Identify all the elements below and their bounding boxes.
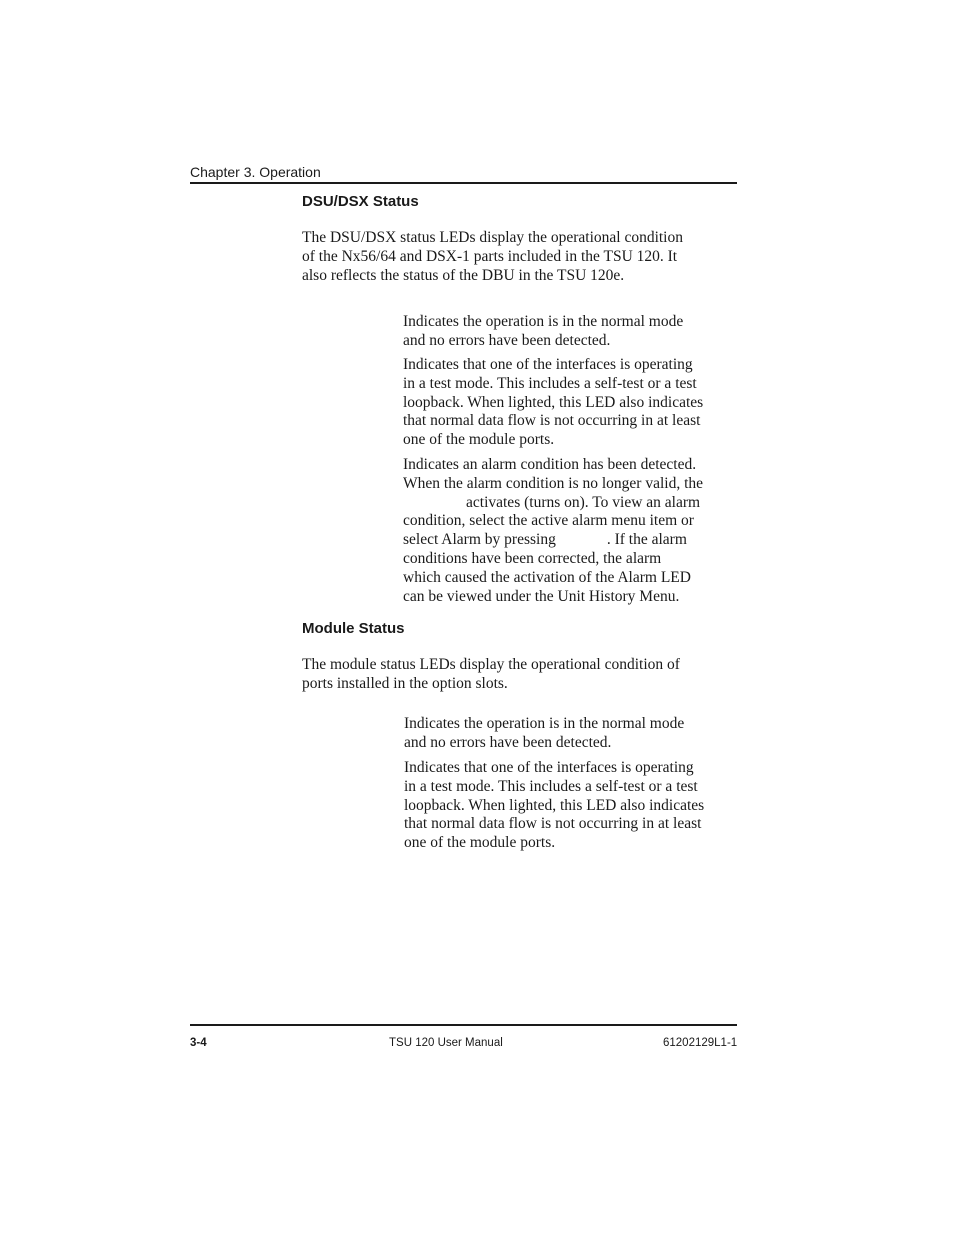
part-number: 61202129L1-1 <box>663 1037 738 1049</box>
text-line: one of the module ports. <box>403 431 555 449</box>
text-line: activates (turns on). To view an alarm <box>466 493 701 511</box>
text-line: of the Nx56/64 and DSX-1 parts included in the TSU 120. It <box>302 247 678 265</box>
text-line: select Alarm by pressing <box>403 531 556 549</box>
module-intro-paragraph <box>302 656 738 694</box>
text-line: can be viewed under the Unit History Menu. <box>403 587 680 605</box>
dsu-normal-description <box>403 313 739 351</box>
text-line: Indicates that one of the interfaces is operating <box>403 356 693 373</box>
text-line: ports installed in the option slots. <box>302 674 508 692</box>
text-line: Indicates that one of the interfaces is operating <box>404 759 694 776</box>
text-line: one of the module ports. <box>404 834 556 852</box>
running-head: Chapter 3. Operation <box>190 164 321 180</box>
module-test-description <box>404 759 740 853</box>
text-line: Indicates an alarm condition has been detected. <box>403 456 697 473</box>
footer-rule <box>190 1024 737 1026</box>
text-line: that normal data flow is not occurring in at least <box>404 815 702 833</box>
text-line: and no errors have been detected. <box>403 331 611 349</box>
text-line: Indicates the operation is in the normal mode <box>403 313 684 330</box>
text-line: in a test mode. This includes a self-test or a test <box>403 374 697 392</box>
text-line: condition, select the active alarm menu item or <box>403 512 694 530</box>
dsu-intro-paragraph <box>302 229 738 285</box>
section-heading-dsu-dsx-status: DSU/DSX Status <box>302 193 419 210</box>
text-line: also reflects the status of the DBU in the TSU 120e. <box>302 266 625 284</box>
text-line: . If the alarm <box>606 531 687 549</box>
dsu-alarm-description <box>403 456 739 606</box>
text-line: The module status LEDs display the operational condition of <box>302 656 680 673</box>
section-heading-module-status: Module Status <box>302 620 405 637</box>
dsu-test-description <box>403 356 739 450</box>
text-line: loopback. When lighted, this LED also indicates <box>403 393 704 411</box>
text-line: conditions have been corrected, the alarm <box>403 549 662 567</box>
text-line: Indicates the operation is in the normal mode <box>404 715 685 732</box>
page-number: 3-4 <box>190 1037 207 1049</box>
text-line: which caused the activation of the Alarm LED <box>403 568 691 586</box>
header-rule <box>190 182 737 184</box>
text-line: When the alarm condition is no longer valid, the <box>403 474 704 492</box>
module-normal-description <box>404 715 740 753</box>
manual-title: TSU 120 User Manual <box>389 1037 503 1049</box>
text-line: in a test mode. This includes a self-test or a test <box>404 777 698 795</box>
text-line: and no errors have been detected. <box>404 733 612 751</box>
text-line: that normal data flow is not occurring in at least <box>403 412 701 430</box>
text-line: loopback. When lighted, this LED also indicates <box>404 796 705 814</box>
text-line: The DSU/DSX status LEDs display the operational condition <box>302 229 683 246</box>
